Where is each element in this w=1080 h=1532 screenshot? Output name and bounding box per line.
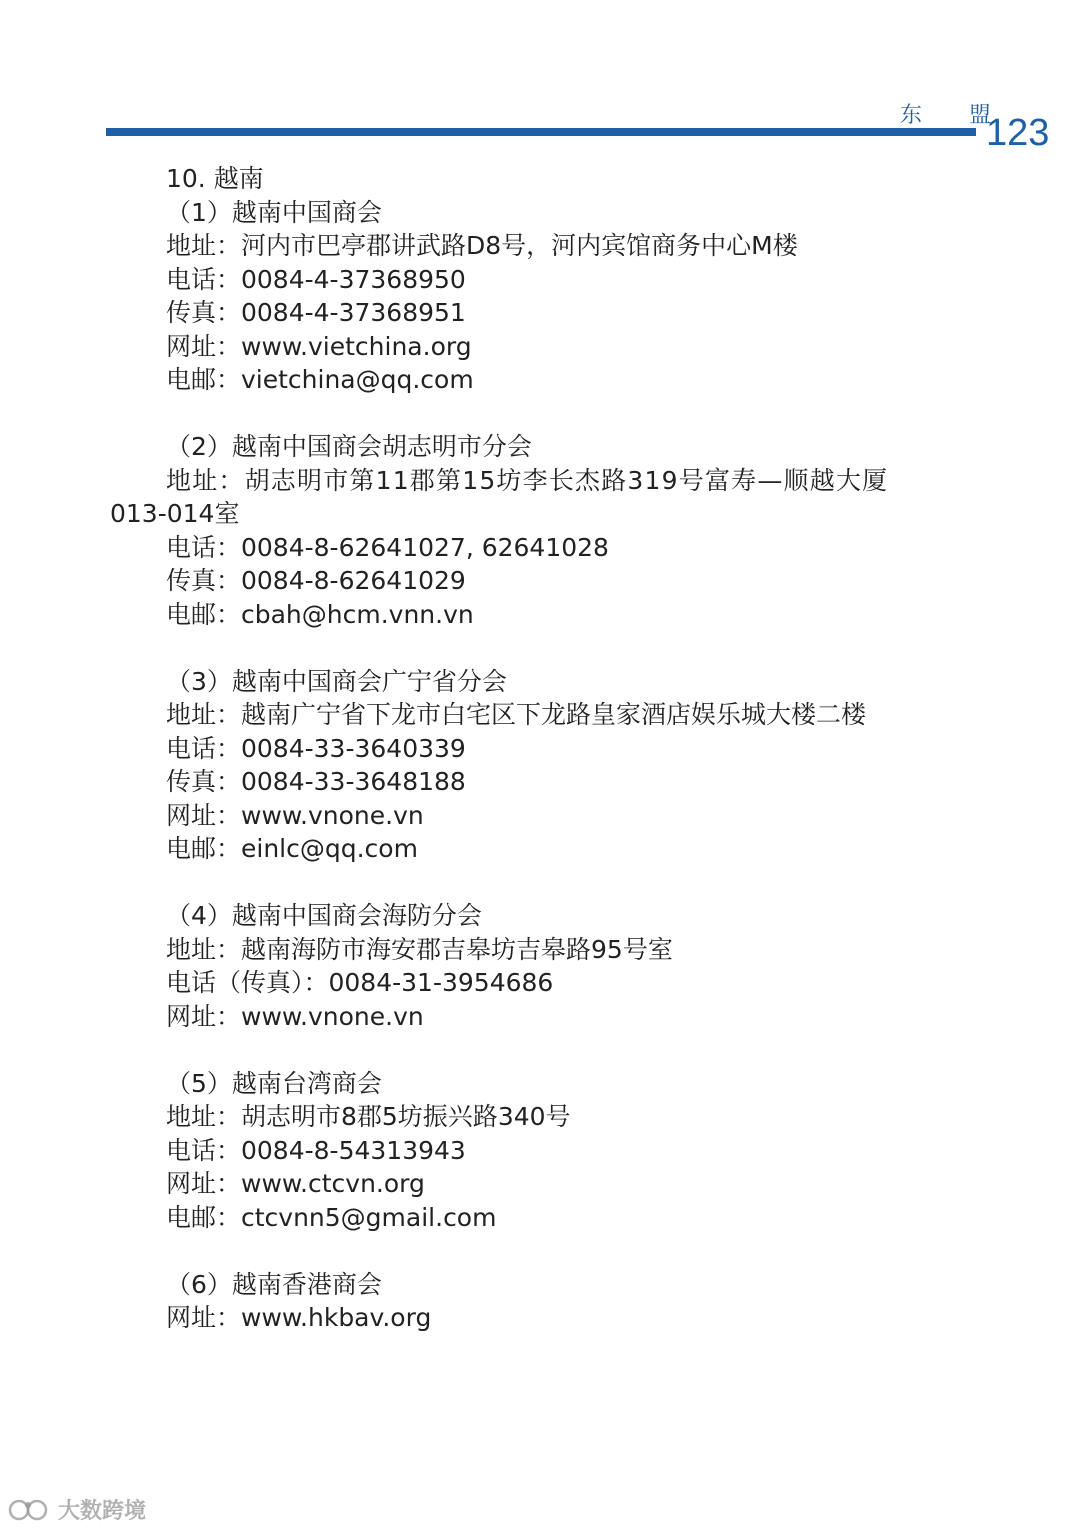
entry-address: 地址：河内市巴亭郡讲武路D8号，河内宾馆商务中心M楼: [166, 231, 798, 260]
spacer: [166, 397, 976, 431]
entry-address: 地址：越南广宁省下龙市白宅区下龙路皇家酒店娱乐城大楼二楼: [166, 700, 867, 729]
spacer: [166, 866, 976, 900]
spacer: [166, 1234, 976, 1268]
watermark: [8, 1494, 146, 1525]
entry-website: 网址：www.vnone.vn: [166, 1001, 424, 1031]
entry-title: （6）越南香港商会: [166, 1269, 382, 1299]
entry-address: 地址：胡志明市8郡5坊振兴路340号: [166, 1102, 571, 1131]
entry-phone: 电话：0084-33-3640339: [166, 733, 466, 763]
entry-website: 网址：www.ctcvn.org: [166, 1169, 425, 1198]
entry-title: （5）越南台湾商会: [166, 1068, 382, 1098]
entry-website: 网址：www.vietchina.org: [166, 331, 472, 361]
entry-phone: 电话：0084-8-62641027, 62641028: [166, 532, 609, 562]
entry-website: 网址：www.vnone.vn: [166, 800, 424, 830]
entry-website: 网址：www.hkbav.org: [166, 1303, 432, 1332]
page-number: 123: [986, 112, 1050, 154]
entry-email: 电邮：einlc@qq.com: [166, 834, 418, 863]
watermark-text: 大数跨境: [58, 1499, 147, 1524]
entry-fax: 传真：0084-4-37368951: [166, 298, 466, 327]
entry-email: 电邮：cbah@hcm.vnn.vn: [166, 599, 474, 629]
entry-address: 地址：越南海防市海安郡吉皋坊吉皋路95号室: [166, 934, 673, 964]
spacer: [166, 1033, 976, 1067]
section-title: 东 盟: [900, 103, 1011, 128]
entry-title: （2）越南中国商会胡志明市分会: [166, 432, 532, 461]
section-heading: 10. 越南: [166, 164, 264, 193]
chat-bubbles-icon: [8, 1497, 52, 1523]
entry-title: （4）越南中国商会海防分会: [166, 901, 482, 930]
entry-title: （3）越南中国商会广宁省分会: [166, 666, 507, 696]
header-rule: [106, 128, 976, 136]
entry-fax: 传真：0084-8-62641029: [166, 566, 466, 595]
entry-title: （1）越南中国商会: [166, 197, 382, 227]
entry-address: 地址：胡志明市第11郡第15坊李长杰路319号富寿—顺越大厦: [166, 465, 889, 495]
page-body: [110, 162, 976, 1335]
entry-phone: 电话：0084-4-37368950: [166, 264, 466, 294]
entry-email: 电邮：ctcvnn5@gmail.com: [166, 1202, 497, 1232]
entry-address-continued: 013-014室: [110, 499, 240, 528]
entry-fax: 传真：0084-33-3648188: [166, 767, 466, 796]
spacer: [166, 631, 976, 665]
entry-email: 电邮：vietchina@qq.com: [166, 365, 474, 394]
entry-phone-fax: 电话（传真）：0084-31-3954686: [166, 968, 554, 997]
entry-phone: 电话：0084-8-54313943: [166, 1135, 466, 1165]
